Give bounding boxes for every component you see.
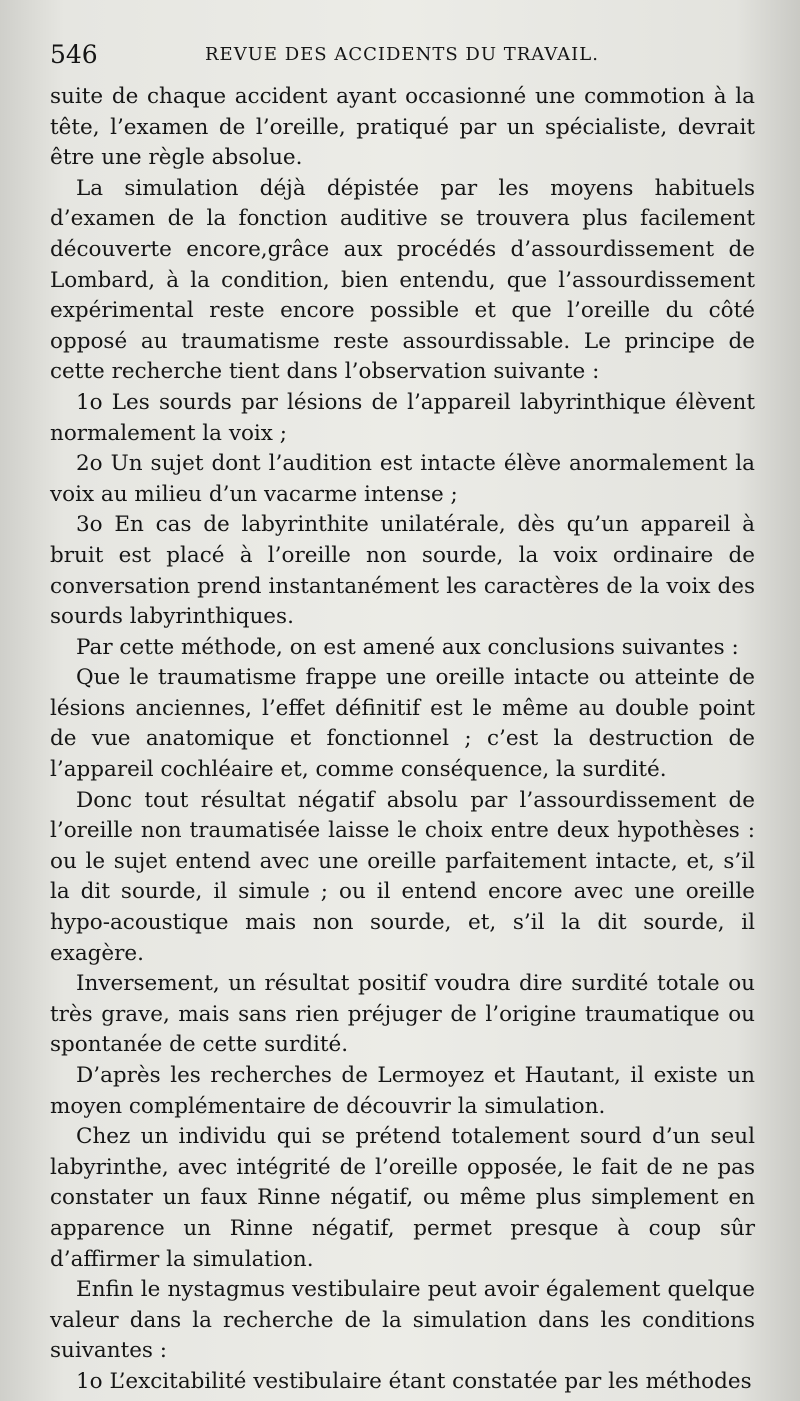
paragraph: Donc tout résultat négatif absolu par l’assourdissement de l’oreille non traumatisée laisse le choix entre deux hypothèses : ou le sujet entend avec une oreille parfaitement intacte, et, s’il la dit sourde, il simule ; ou il entend encore avec une oreille hypo-acoustique mais non sourde, et, s’il la dit sourde, il exagère.: [50, 787, 755, 966]
paragraph: Inversement, un résultat positif voudra dire surdité totale ou très grave, mais sans rien préjuger de l’origine traumatique ou spontanée de cette surdité.: [50, 971, 755, 1058]
page-header: [50, 40, 740, 72]
paragraph: Que le traumatisme frappe une oreille intacte ou atteinte de lésions anciennes, l’effet définitif est le même au double point de vue anatomique et fonctionnel ; c’est la destruction de l’appareil cochléaire et, comme conséquence, la surdité.: [50, 665, 755, 783]
page-number: 546: [50, 40, 98, 69]
numbered-paragraph: 1o L’excitabilité vestibulaire étant constatée par les méthodes: [76, 1368, 752, 1394]
paragraph: Enfin le nystagmus vestibulaire peut avoir également quelque valeur dans la recherche de la simulation dans les conditions suivantes :: [50, 1277, 755, 1364]
paragraph: suite de chaque accident ayant occasionné une commotion à la tête, l’examen de l’oreille, pratiqué par un spécialiste, devrait être une règle absolue.: [50, 84, 755, 171]
paragraph: D’après les recherches de Lermoyez et Hautant, il existe un moyen complémentaire de découvrir la simulation.: [50, 1063, 755, 1119]
numbered-paragraph: 3o En cas de labyrinthite unilatérale, dès qu’un appareil à bruit est placé à l’oreille non sourde, la voix ordinaire de conversation prend instantanément les caractères de la voix des sourds labyrinthiques.: [50, 512, 755, 630]
paragraph: Par cette méthode, on est amené aux conclusions suivantes :: [76, 634, 739, 660]
numbered-paragraph: 1o Les sourds par lésions de l’appareil labyrinthique élèvent normalement la voix ;: [50, 389, 755, 446]
running-title: REVUE DES ACCIDENTS DU TRAVAIL.: [205, 44, 599, 65]
paragraph: Chez un individu qui se prétend totalement sourd d’un seul labyrinthe, avec intégrité de l’oreille opposée, le fait de ne pas constater un faux Rinne négatif, ou même plus simplement en apparence un Rinne négatif, permet presque à coup sûr d’affirmer la simulation.: [50, 1124, 755, 1272]
numbered-paragraph: 2o Un sujet dont l’audition est intacte élève anormalement la voix au milieu d’un vacarme intense ;: [50, 451, 755, 507]
paragraph: La simulation déjà dépistée par les moyens habituels d’examen de la fonction auditive se trouvera plus facilement découverte encore,grâce aux procédés d’assourdissement de Lombard, à la condition, bien entendu, que l’assourdissement expérimental reste encore possible et que l’oreille du côté opposé au traumatisme reste assourdissable. Le principe de cette recherche tient dans l’observation suivante :: [50, 175, 755, 385]
body-text: [50, 82, 755, 1398]
